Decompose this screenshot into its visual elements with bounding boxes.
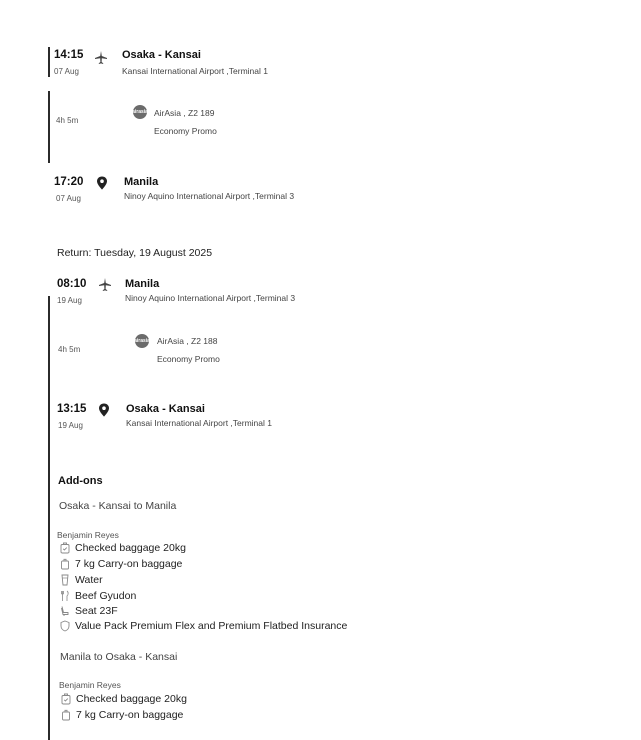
addon-label: 7 kg Carry-on baggage xyxy=(76,709,184,721)
departure-date: 07 Aug xyxy=(54,67,79,76)
plane-icon xyxy=(93,50,109,66)
addon-item xyxy=(59,590,136,602)
addon-label: Checked baggage 20kg xyxy=(76,693,187,705)
passenger-name: Benjamin Reyes xyxy=(57,530,119,540)
timeline-line xyxy=(48,91,50,163)
addon-item xyxy=(59,605,118,617)
addon-route: Manila to Osaka - Kansai xyxy=(60,651,178,663)
fare-class: Economy Promo xyxy=(157,354,220,364)
airline-logo: airasia xyxy=(135,334,149,348)
addon-label: 7 kg Carry-on baggage xyxy=(75,558,183,570)
meal-icon xyxy=(59,590,70,602)
addon-item xyxy=(59,620,347,632)
departure-time: 14:15 xyxy=(54,49,84,61)
arrival-airport: Ninoy Aquino International Airport ,Terminal 3 xyxy=(124,191,295,201)
passenger-name: Benjamin Reyes xyxy=(59,680,121,690)
arrival-date: 19 Aug xyxy=(58,421,83,430)
fare-class: Economy Promo xyxy=(154,126,217,136)
addon-item xyxy=(60,709,183,721)
seat-icon xyxy=(59,605,70,617)
arrival-city: Osaka - Kansai xyxy=(126,403,205,415)
departure-date: 19 Aug xyxy=(57,296,82,305)
addon-item xyxy=(59,574,103,586)
addons-heading: Add-ons xyxy=(58,475,103,487)
addon-item xyxy=(59,542,186,554)
checked-baggage-icon xyxy=(59,542,70,554)
location-pin-icon xyxy=(96,176,108,190)
flight-duration: 4h 5m xyxy=(56,116,79,125)
departure-airport: Ninoy Aquino International Airport ,Terminal 3 xyxy=(125,293,296,303)
departure-city: Manila xyxy=(125,278,160,290)
airline-flight: AirAsia , Z2 188 xyxy=(157,336,218,346)
addon-label: Seat 23F xyxy=(75,605,118,617)
addon-item xyxy=(60,693,187,705)
departure-city: Osaka - Kansai xyxy=(122,49,201,61)
airline-flight: AirAsia , Z2 189 xyxy=(154,108,215,118)
airline-logo: airasia xyxy=(133,105,147,119)
departure-time: 08:10 xyxy=(57,278,87,290)
arrival-time: 13:15 xyxy=(57,403,87,415)
addon-label: Water xyxy=(75,574,103,586)
plane-icon xyxy=(97,277,113,293)
timeline-line xyxy=(48,296,50,740)
timeline-line xyxy=(48,47,50,77)
shield-icon xyxy=(59,620,70,632)
flight-duration: 4h 5m xyxy=(58,345,81,354)
arrival-airport: Kansai International Airport ,Terminal 1 xyxy=(126,418,272,428)
arrival-time: 17:20 xyxy=(54,176,84,188)
addon-label: Checked baggage 20kg xyxy=(75,542,186,554)
carry-on-icon xyxy=(60,709,71,721)
addon-route: Osaka - Kansai to Manila xyxy=(59,500,177,512)
departure-airport: Kansai International Airport ,Terminal 1 xyxy=(122,66,268,76)
addon-label: Value Pack Premium Flex and Premium Flatbed Insurance xyxy=(75,620,348,632)
return-heading: Return: Tuesday, 19 August 2025 xyxy=(57,247,213,259)
arrival-city: Manila xyxy=(124,176,159,188)
addon-item xyxy=(59,558,182,570)
arrival-date: 07 Aug xyxy=(56,194,81,203)
carry-on-icon xyxy=(59,558,70,570)
drink-icon xyxy=(59,574,70,586)
location-pin-icon xyxy=(98,403,110,417)
addon-label: Beef Gyudon xyxy=(75,590,137,602)
checked-baggage-icon xyxy=(60,693,71,705)
